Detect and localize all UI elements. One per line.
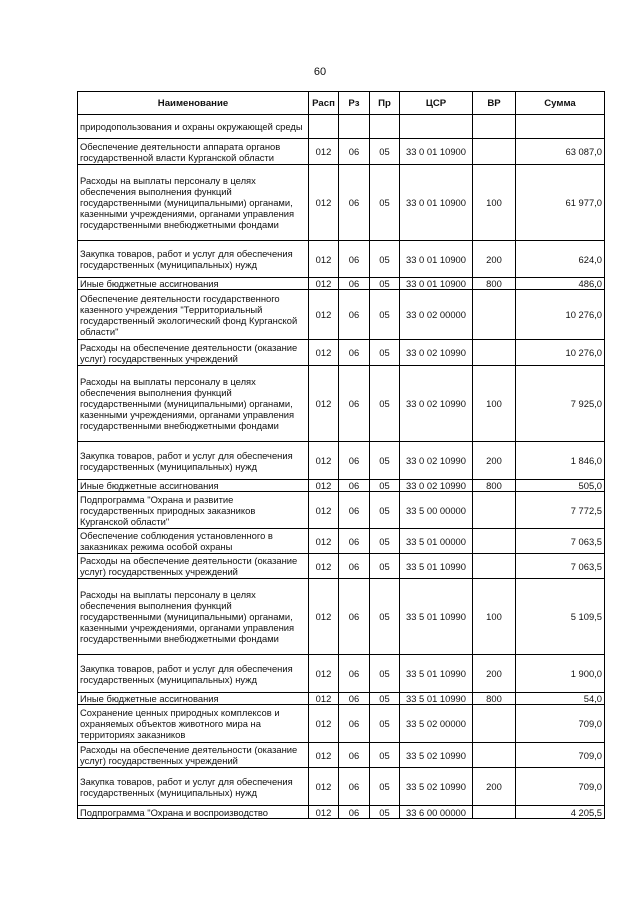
cell-rasp: 012 — [309, 366, 339, 442]
cell-vr — [473, 554, 516, 579]
cell-rz: 06 — [339, 655, 370, 693]
table-row — [78, 579, 605, 655]
cell-csr: 33 5 01 00000 — [400, 529, 473, 554]
cell-csr: 33 5 02 10990 — [400, 743, 473, 768]
header-row — [78, 92, 605, 115]
cell-summa: 1 900,0 — [516, 655, 605, 693]
cell-vr — [473, 743, 516, 768]
header-name: Наименование — [78, 92, 309, 115]
cell-vr: 200 — [473, 768, 516, 806]
budget-table — [77, 91, 605, 819]
cell-pr: 05 — [370, 278, 400, 290]
cell-rasp: 012 — [309, 705, 339, 743]
table-body — [78, 115, 605, 819]
cell-vr — [473, 115, 516, 139]
cell-rasp — [309, 115, 339, 139]
table-row — [78, 480, 605, 492]
cell-rasp: 012 — [309, 554, 339, 579]
header-rasp: Расп — [309, 92, 339, 115]
cell-vr — [473, 290, 516, 340]
cell-rz: 06 — [339, 743, 370, 768]
table-row — [78, 139, 605, 165]
cell-rasp: 012 — [309, 165, 339, 241]
table-row — [78, 705, 605, 743]
cell-pr: 05 — [370, 480, 400, 492]
cell-summa: 1 846,0 — [516, 442, 605, 480]
cell-pr: 05 — [370, 806, 400, 819]
cell-summa: 63 087,0 — [516, 139, 605, 165]
cell-vr — [473, 529, 516, 554]
cell-rz: 06 — [339, 165, 370, 241]
cell-csr: 33 0 02 00000 — [400, 290, 473, 340]
cell-summa — [516, 115, 605, 139]
cell-summa: 10 276,0 — [516, 290, 605, 340]
cell-summa: 7 772,5 — [516, 492, 605, 529]
table-row — [78, 806, 605, 819]
cell-vr — [473, 139, 516, 165]
cell-summa: 7 063,5 — [516, 554, 605, 579]
cell-csr: 33 5 01 10990 — [400, 655, 473, 693]
cell-summa: 7 063,5 — [516, 529, 605, 554]
cell-vr: 200 — [473, 442, 516, 480]
cell-pr: 05 — [370, 139, 400, 165]
header-pr: Пр — [370, 92, 400, 115]
cell-name: Закупка товаров, работ и услуг для обеспечения государственных (муниципальных) нужд — [78, 655, 309, 693]
cell-name: Обеспечение деятельности аппарата органов государственной власти Курганской области — [78, 139, 309, 165]
cell-rasp: 012 — [309, 743, 339, 768]
cell-csr: 33 0 01 10900 — [400, 165, 473, 241]
cell-name: Обеспечение деятельности государственного казенного учреждения "Территориальный государственный экологический фонд Курганской области" — [78, 290, 309, 340]
cell-csr: 33 6 00 00000 — [400, 806, 473, 819]
cell-name: Сохранение ценных природных комплексов и охраняемых объектов животного мира на территориях заказников — [78, 705, 309, 743]
cell-rz: 06 — [339, 529, 370, 554]
cell-rz: 06 — [339, 340, 370, 366]
cell-pr: 05 — [370, 442, 400, 480]
cell-summa: 4 205,5 — [516, 806, 605, 819]
cell-csr: 33 5 00 00000 — [400, 492, 473, 529]
cell-rz: 06 — [339, 705, 370, 743]
cell-vr — [473, 705, 516, 743]
cell-csr: 33 5 01 10990 — [400, 693, 473, 705]
cell-csr: 33 0 02 10990 — [400, 340, 473, 366]
cell-summa: 709,0 — [516, 768, 605, 806]
cell-summa: 54,0 — [516, 693, 605, 705]
table-row — [78, 693, 605, 705]
header-rz: Рз — [339, 92, 370, 115]
cell-vr: 200 — [473, 655, 516, 693]
cell-rasp: 012 — [309, 290, 339, 340]
page-number: 60 — [313, 66, 327, 78]
cell-rz: 06 — [339, 290, 370, 340]
cell-summa: 624,0 — [516, 241, 605, 278]
cell-name: Расходы на обеспечение деятельности (оказание услуг) государственных учреждений — [78, 554, 309, 579]
cell-csr: 33 0 02 10990 — [400, 366, 473, 442]
cell-rasp: 012 — [309, 278, 339, 290]
cell-summa: 5 109,5 — [516, 579, 605, 655]
cell-rz — [339, 115, 370, 139]
cell-name: Обеспечение соблюдения установленного в заказниках режима особой охраны — [78, 529, 309, 554]
cell-name: Расходы на выплаты персоналу в целях обеспечения выполнения функций государственными (муниципальными) органами, казенными учреждениями, органами управления государственными внебюджетными фондами — [78, 165, 309, 241]
cell-rasp: 012 — [309, 768, 339, 806]
cell-rasp: 012 — [309, 579, 339, 655]
table-row — [78, 165, 605, 241]
cell-vr: 800 — [473, 693, 516, 705]
cell-rasp: 012 — [309, 442, 339, 480]
cell-pr: 05 — [370, 655, 400, 693]
table-row — [78, 241, 605, 278]
table-row — [78, 743, 605, 768]
cell-rasp: 012 — [309, 480, 339, 492]
cell-summa: 709,0 — [516, 743, 605, 768]
cell-pr: 05 — [370, 768, 400, 806]
cell-pr: 05 — [370, 366, 400, 442]
cell-pr — [370, 115, 400, 139]
cell-vr: 100 — [473, 579, 516, 655]
cell-name: Закупка товаров, работ и услуг для обеспечения государственных (муниципальных) нужд — [78, 442, 309, 480]
cell-name: Иные бюджетные ассигнования — [78, 278, 309, 290]
table-row — [78, 655, 605, 693]
cell-csr: 33 5 01 10990 — [400, 554, 473, 579]
cell-summa: 505,0 — [516, 480, 605, 492]
table-row — [78, 529, 605, 554]
table-row — [78, 492, 605, 529]
table-header — [78, 92, 605, 115]
cell-csr: 33 0 02 10990 — [400, 480, 473, 492]
table-row — [78, 115, 605, 139]
cell-name: Подпрограмма "Охрана и воспроизводство — [78, 806, 309, 819]
cell-rasp: 012 — [309, 340, 339, 366]
cell-pr: 05 — [370, 529, 400, 554]
cell-summa: 709,0 — [516, 705, 605, 743]
cell-summa: 61 977,0 — [516, 165, 605, 241]
cell-summa: 7 925,0 — [516, 366, 605, 442]
cell-vr — [473, 340, 516, 366]
table-row — [78, 366, 605, 442]
cell-name: Иные бюджетные ассигнования — [78, 480, 309, 492]
cell-pr: 05 — [370, 241, 400, 278]
cell-vr: 200 — [473, 241, 516, 278]
cell-summa: 10 276,0 — [516, 340, 605, 366]
cell-rz: 06 — [339, 579, 370, 655]
cell-rz: 06 — [339, 806, 370, 819]
cell-name: Расходы на выплаты персоналу в целях обеспечения выполнения функций государственными (муниципальными) органами, казенными учреждениями, органами управления государственными внебюджетными фондами — [78, 579, 309, 655]
cell-rasp: 012 — [309, 806, 339, 819]
cell-rz: 06 — [339, 768, 370, 806]
cell-csr: 33 5 01 10990 — [400, 579, 473, 655]
cell-vr — [473, 806, 516, 819]
table-row — [78, 340, 605, 366]
cell-rz: 06 — [339, 554, 370, 579]
cell-name: Закупка товаров, работ и услуг для обеспечения государственных (муниципальных) нужд — [78, 768, 309, 806]
cell-name: Иные бюджетные ассигнования — [78, 693, 309, 705]
cell-rasp: 012 — [309, 139, 339, 165]
cell-name: Расходы на обеспечение деятельности (оказание услуг) государственных учреждений — [78, 743, 309, 768]
table-row — [78, 554, 605, 579]
cell-pr: 05 — [370, 705, 400, 743]
cell-rz: 06 — [339, 693, 370, 705]
table-row — [78, 278, 605, 290]
table-row — [78, 442, 605, 480]
header-vr: ВР — [473, 92, 516, 115]
cell-vr: 100 — [473, 165, 516, 241]
cell-vr: 800 — [473, 480, 516, 492]
cell-pr: 05 — [370, 743, 400, 768]
cell-rz: 06 — [339, 492, 370, 529]
cell-pr: 05 — [370, 165, 400, 241]
cell-name: Подпрограмма "Охрана и развитие государственных природных заказников Курганской области" — [78, 492, 309, 529]
cell-pr: 05 — [370, 492, 400, 529]
cell-name: Расходы на выплаты персоналу в целях обеспечения выполнения функций государственными (муниципальными) органами, казенными учреждениями, органами управления государственными внебюджетными фондами — [78, 366, 309, 442]
cell-csr: 33 5 02 10990 — [400, 768, 473, 806]
cell-pr: 05 — [370, 554, 400, 579]
table-row — [78, 768, 605, 806]
cell-vr: 100 — [473, 366, 516, 442]
cell-name: Расходы на обеспечение деятельности (оказание услуг) государственных учреждений — [78, 340, 309, 366]
cell-rz: 06 — [339, 366, 370, 442]
cell-vr: 800 — [473, 278, 516, 290]
cell-csr — [400, 115, 473, 139]
cell-csr: 33 0 01 10900 — [400, 241, 473, 278]
cell-rasp: 012 — [309, 241, 339, 278]
cell-rz: 06 — [339, 278, 370, 290]
header-csr: ЦСР — [400, 92, 473, 115]
cell-rz: 06 — [339, 241, 370, 278]
cell-name: Закупка товаров, работ и услуг для обеспечения государственных (муниципальных) нужд — [78, 241, 309, 278]
cell-rasp: 012 — [309, 529, 339, 554]
header-summa: Сумма — [516, 92, 605, 115]
cell-csr: 33 5 02 00000 — [400, 705, 473, 743]
cell-pr: 05 — [370, 693, 400, 705]
cell-pr: 05 — [370, 290, 400, 340]
cell-summa: 486,0 — [516, 278, 605, 290]
table-row — [78, 290, 605, 340]
cell-rz: 06 — [339, 139, 370, 165]
cell-csr: 33 0 01 10900 — [400, 278, 473, 290]
cell-rasp: 012 — [309, 655, 339, 693]
cell-name: природопользования и охраны окружающей среды — [78, 115, 309, 139]
cell-pr: 05 — [370, 340, 400, 366]
cell-rasp: 012 — [309, 492, 339, 529]
cell-csr: 33 0 01 10900 — [400, 139, 473, 165]
cell-rasp: 012 — [309, 693, 339, 705]
cell-vr — [473, 492, 516, 529]
cell-rz: 06 — [339, 480, 370, 492]
cell-csr: 33 0 02 10990 — [400, 442, 473, 480]
cell-pr: 05 — [370, 579, 400, 655]
cell-rz: 06 — [339, 442, 370, 480]
